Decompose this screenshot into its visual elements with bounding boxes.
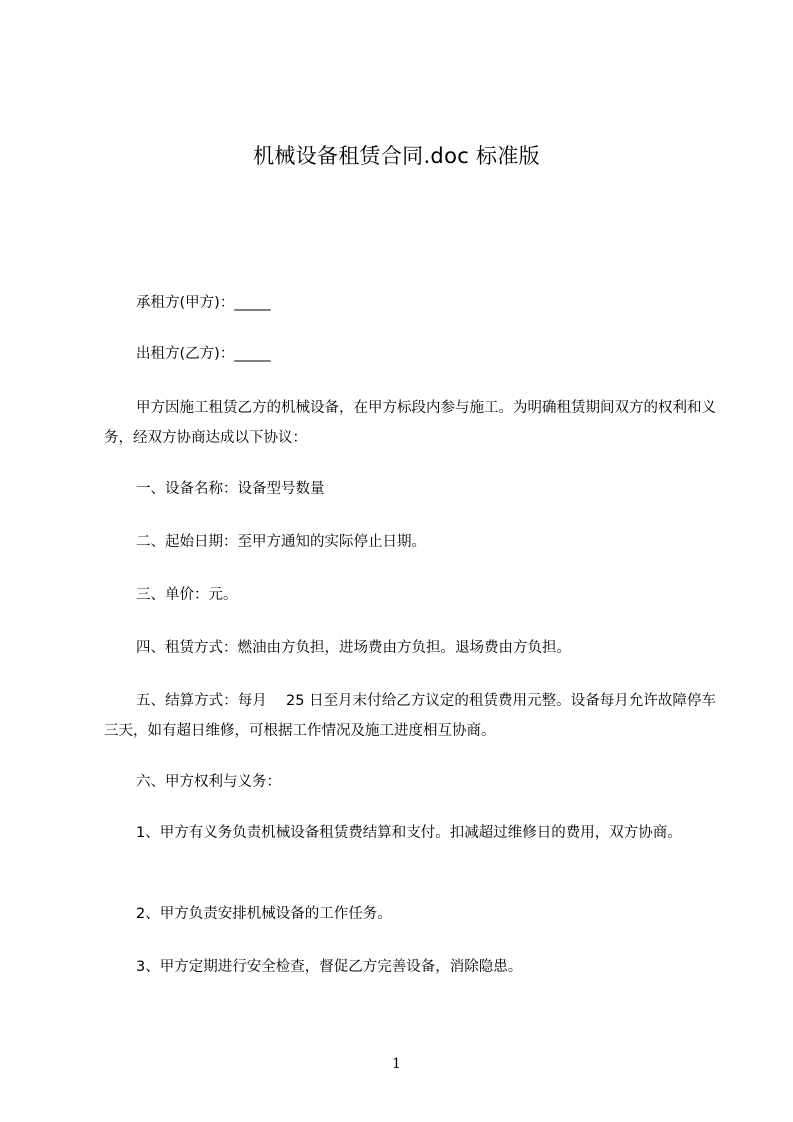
clause-3-price: 三、单价：元。 [136, 587, 238, 603]
clause-5-settlement: 五、结算方式：每月 25 日至月末付给乙方议定的租赁费用元整。设备每月允许故障停车三天，如有超日维修，可根据工作情况及施工进度相互协商。 [104, 693, 716, 739]
preamble-paragraph: 甲方因施工租赁乙方的机械设备，在甲方标段内参与施工。为明确租赁期间双方的权利和义务，经双方协商达成以下协议： [104, 400, 716, 446]
clause-6-heading: 六、甲方权利与义务： [136, 774, 281, 790]
clause-6-item-3: 3、甲方定期进行安全检查，督促乙方完善设备，消除隐患。 [136, 959, 523, 975]
document-title: 机械设备租赁合同.doc 标准版 [253, 144, 540, 168]
clause-6-item-2: 2、甲方负责安排机械设备的工作任务。 [136, 906, 392, 922]
clause-6-item-1: 1、甲方有义务负责机械设备租赁费结算和支付。扣减超过维修日的费用，双方协商。 [136, 825, 682, 841]
clause-4-lease-method: 四、租赁方式：燃油由方负担，进场费由方负担。退场费由方负担。 [136, 640, 571, 656]
clause-1-equipment: 一、设备名称：设备型号数量 [136, 481, 325, 497]
clause-2-dates: 二、起始日期：至甲方通知的实际停止日期。 [136, 534, 426, 550]
party-a-line: 承租方(甲方)：_____ [136, 295, 271, 311]
page-number: 1 [392, 1056, 401, 1072]
party-b-line: 出租方(乙方)：_____ [136, 346, 271, 362]
